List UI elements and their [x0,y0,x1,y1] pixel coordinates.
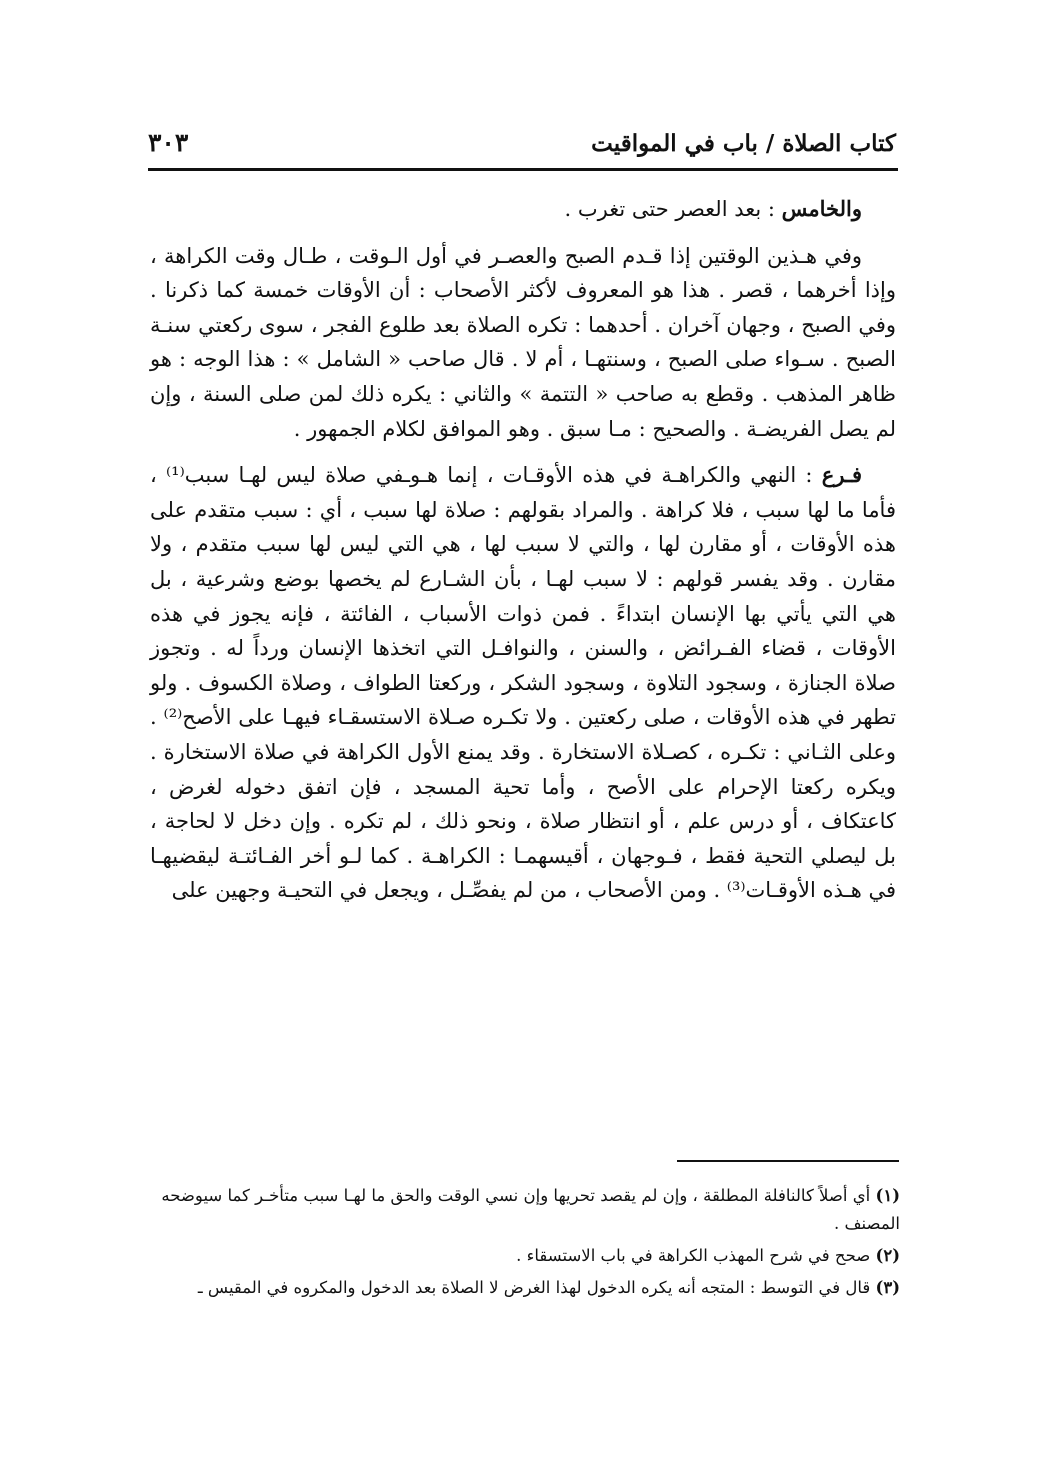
paragraph-1-text: : بعد العصر حتى تغرب . [564,197,782,221]
running-title: كتاب الصلاة / باب في المواقيت [591,130,896,157]
page-number: ٣٠٣ [148,128,189,157]
footnote-divider [677,1160,899,1162]
paragraph-1 [150,192,896,227]
footnote-number: (٢) [875,1246,900,1265]
footnote-2 [130,1242,900,1270]
paragraph-3 [150,458,896,908]
page-header [148,126,896,166]
footnote-text: صحح في شرح المهذب الكراهة في باب الاستسقاء . [516,1246,871,1265]
footnote-text: أي أصلاً كالنافلة المطلقة ، وإن لم يقصد تحريها وإن نسي الوقت والحق ما لهـا سبب متأخـر كما سيوضحه المصنف . [161,1186,900,1233]
paragraph-2: وفي هـذين الوقتين إذا قـدم الصبح والعصـر في أول الـوقت ، طـال وقت الكراهة ، وإذا أخرهما ، قصر . هذا هو المعروف لأكثر الأصحاب : أن الأوقات خمسة كما ذكرنا . وفي الصبح ، وجهان آخران . أحدهما : تكره الصلاة بعد طلوع الفجر ، سوى ركعتي سنـة الصبح . سـواء صلى الصبح ، وسنتهـا ، أم لا . قال صاحب « الشامل » : هذا الوجه : هو ظاهر المذهب . وقطع به صاحب « التتمة » والثاني : يكره ذلك لمن صلى السنة ، وإن لم يصل الفريضـة . والصحيح : مـا سبق . وهو الموافق لكلام الجمهور . [150,243,896,441]
paragraph-3-text: : النهي والكراهـة في هذه الأوقـات ، إنما هـوـفي صلاة ليس لهـا سبب⁽¹⁾ ، فأما ما لها سبب ، فلا كراهة . والمراد بقولهم : صلاة لها سبب ، أي : سبب متقدم على هذه الأوقات ، أو مقارن لها ، والتي لا سبب لها ، هي التي ليس لها سبب متقدم ، ولا مقارن . وقد يفسر قولهم : لا سبب لهـا ، بأن الشـارع لم يخصها بوضع وشرعية ، بل هي التي يأتي بها الإنسان ابتداءً . فمن ذوات الأسباب ، الفائتة ، فإنه يجوز في هذه الأوقات ، قضاء الفـرائض ، والسنن ، والنوافـل التي اتخذها الإنسان ورداً له . وتجوز صلاة الجنازة ، وسجود التلاوة ، وسجود الشكر ، وركعتا الطواف ، وصلاة الكسوف . ولو تطهر في هذه الأوقات ، صلى ركعتين . ولا تكـره صـلاة الاستسقـاء فيهـا على الأصح⁽²⁾ . وعلى الثـاني : تكـره ، كصـلاة الاستخارة . وقد يمنع الأول الكراهة في صلاة الاستخارة . ويكره ركعتا الإحرام على الأصح ، وأما تحية المسجد ، فإن اتفق دخوله لغرض ، كاعتكاف ، أو درس علم ، أو انتظار صلاة ، ونحو ذلك ، لم تكره . وإن دخل لا لحاجة ، بل ليصلي التحية فقط ، فـوجهان ، أقيسهمـا : الكراهـة . كما لـو أخر الفـائتـة ليقضيهـا في هـذه الأوقـات⁽³⁾ . ومن الأصحاب ، من لم يفصِّـل ، ويجعل في التحيـة وجهين على [150,463,896,903]
paragraph-1-lead: والخامس [781,196,862,221]
paragraph-3-lead: فـرع [821,462,863,488]
footnote-number: (١) [875,1186,900,1205]
footnote-text: قال في التوسط : المتجه أنه يكره الدخول لهذا الغرض لا الصلاة بعد الدخول والمكروه في المقيس ـ [197,1278,871,1297]
main-text [150,192,896,908]
footnote-3 [130,1274,900,1302]
footnote-number: (٣) [875,1278,900,1297]
header-divider [148,168,898,171]
footnote-1 [130,1182,900,1238]
footnotes [130,1182,900,1306]
